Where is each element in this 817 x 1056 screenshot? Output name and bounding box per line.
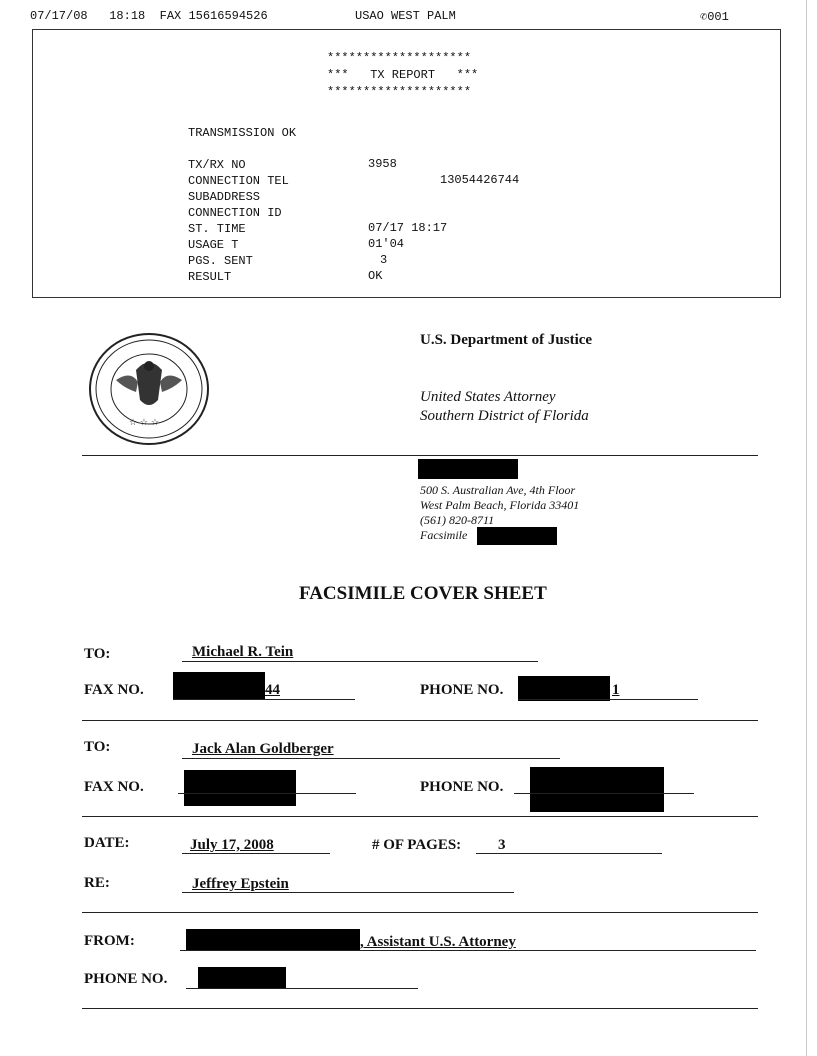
tx-label: USAGE T (188, 238, 239, 252)
section-divider (82, 816, 758, 817)
tx-report-banner (327, 50, 478, 101)
tx-label: RESULT (188, 270, 232, 284)
phone-no-label: PHONE NO. (420, 779, 504, 795)
tx-status: TRANSMISSION OK (188, 126, 297, 140)
tx-value-result: OK (368, 269, 383, 283)
pages-label: # OF PAGES: (372, 837, 462, 853)
fax-page-marker: ✆001 (700, 10, 729, 24)
redaction-block (173, 672, 265, 699)
to-underline (182, 661, 538, 662)
office-line-2: Southern District of Florida (420, 408, 589, 424)
redaction-block (518, 676, 610, 701)
redaction-block (184, 770, 296, 806)
banner-title: *** TX REPORT *** (327, 68, 479, 82)
section-divider (82, 720, 758, 721)
phone-no-label: PHONE NO. (420, 682, 504, 698)
to-value: Michael R. Tein (192, 644, 294, 660)
tx-value-txrx: 3958 (368, 157, 397, 171)
tx-report-labels (188, 157, 289, 285)
pages-underline (476, 853, 662, 854)
from-title: , Assistant U.S. Attorney (360, 934, 516, 950)
phone-visible-digit: 1 (612, 682, 620, 698)
to-value: Jack Alan Goldberger (192, 741, 334, 757)
letterhead-divider (82, 455, 758, 456)
svg-text:☆ ☆ ☆: ☆ ☆ ☆ (129, 418, 159, 428)
tx-value-sttime: 07/17 18:17 (368, 221, 448, 235)
tx-value-tel: 13054426744 (440, 173, 520, 187)
fax-no-label: FAX NO. (84, 779, 144, 795)
phone-underline (514, 793, 694, 794)
fax-no-label: FAX NO. (84, 682, 144, 698)
address-line-1: 500 S. Australian Ave, 4th Floor (420, 483, 576, 497)
date-value: July 17, 2008 (190, 837, 274, 853)
re-label: RE: (84, 875, 110, 891)
tx-value-usage: 01'04 (368, 237, 405, 251)
doj-seal-icon (86, 330, 212, 448)
phone-line: (561) 820-8711 (420, 513, 495, 527)
fax-header-datetime (30, 9, 268, 23)
facsimile-label: Facsimile (420, 528, 468, 542)
tx-label: SUBADDRESS (188, 190, 261, 204)
to-underline (182, 758, 560, 759)
re-value: Jeffrey Epstein (192, 876, 289, 892)
redaction-block (198, 967, 286, 989)
phone-underline (518, 699, 698, 700)
re-underline (182, 892, 514, 893)
address-line-2: West Palm Beach, Florida 33401 (420, 498, 580, 512)
fax-underline (173, 699, 355, 700)
from-phone-label: PHONE NO. (84, 971, 168, 987)
banner-stars-top: ******************** (327, 51, 472, 65)
section-divider (82, 1008, 758, 1009)
tx-label: ST. TIME (188, 222, 246, 236)
from-underline (180, 950, 756, 951)
fax-sender: USAO WEST PALM (355, 9, 456, 23)
tx-value-pgs: 3 (380, 253, 388, 267)
to-label: TO: (84, 646, 111, 662)
redaction-block (186, 929, 360, 951)
doj-seal (86, 330, 212, 448)
redaction-block (418, 459, 518, 479)
office-line-1: United States Attorney (420, 389, 556, 405)
fax-visible-digits: 44 (265, 682, 280, 698)
to-label: TO: (84, 739, 111, 755)
redaction-block (477, 527, 557, 545)
fax-date: 07/17/08 (30, 9, 88, 23)
from-label: FROM: (84, 933, 135, 949)
cover-sheet-title: FACSIMILE COVER SHEET (299, 583, 547, 604)
date-label: DATE: (84, 835, 130, 851)
fax-underline (178, 793, 356, 794)
tx-label: CONNECTION TEL (188, 174, 289, 188)
fax-time: 18:18 (109, 9, 146, 23)
tx-label: TX/RX NO (188, 158, 246, 172)
tx-label: PGS. SENT (188, 254, 253, 268)
from-phone-underline (186, 988, 418, 989)
date-underline (182, 853, 330, 854)
fax-line: FAX 15616594526 (159, 9, 268, 23)
tx-label: CONNECTION ID (188, 206, 282, 220)
section-divider (82, 912, 758, 913)
banner-stars-bottom: ******************** (327, 85, 472, 99)
department-name: U.S. Department of Justice (420, 332, 593, 348)
scan-edge (806, 0, 807, 1056)
redaction-block (530, 767, 664, 812)
pages-value: 3 (498, 837, 506, 853)
